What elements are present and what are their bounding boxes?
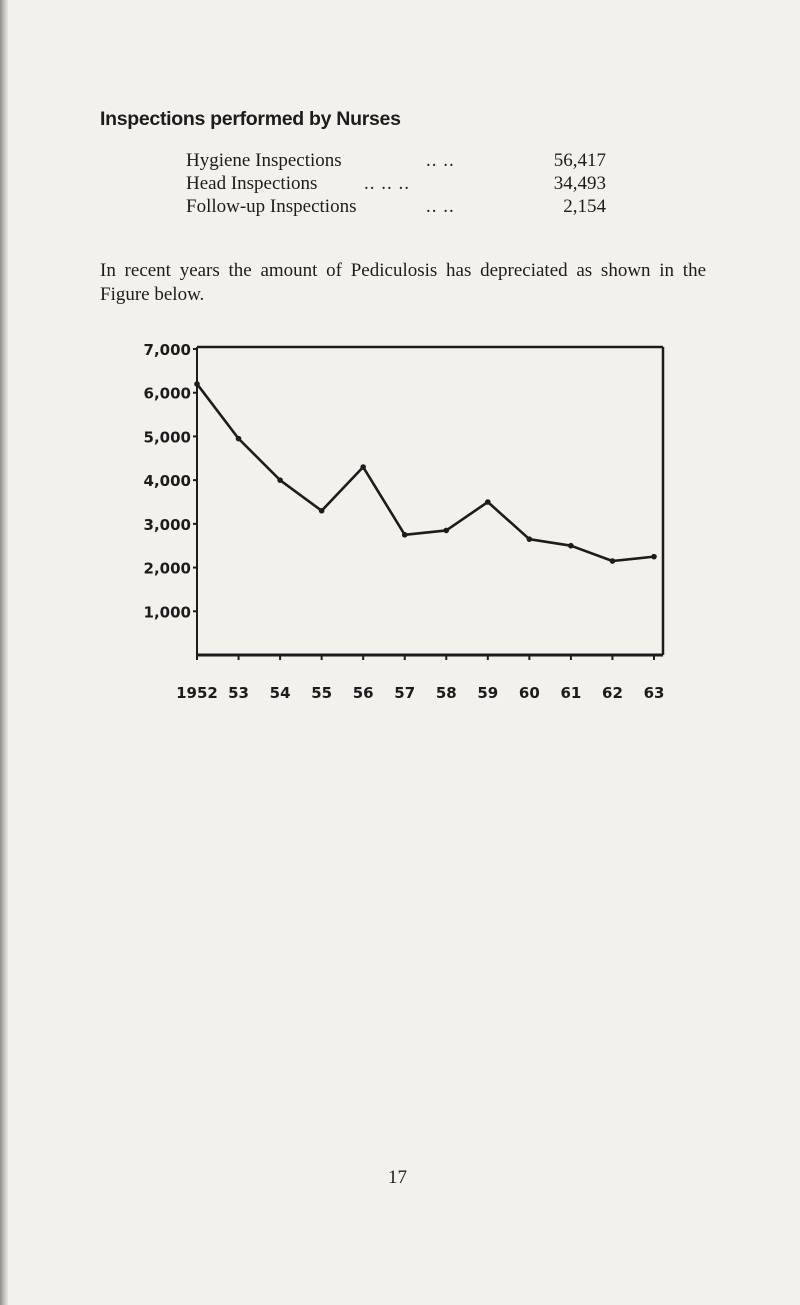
- y-tick-label: 7,000: [143, 341, 191, 359]
- series-segment: [239, 439, 281, 481]
- data-point-1952: [194, 381, 200, 387]
- body-paragraph: In recent years the amount of Pediculosis has depreciated as shown in the Figure below.: [100, 260, 706, 305]
- leader-dots: .. .. ..: [364, 173, 410, 194]
- x-tick-label: 1952: [176, 684, 218, 702]
- y-tick-label: 1,000: [143, 603, 191, 622]
- series-segment: [446, 502, 488, 530]
- data-point-54: [277, 477, 283, 483]
- y-tick-label: 2,000: [143, 559, 191, 578]
- series-segment: [280, 480, 322, 511]
- data-point-63: [651, 554, 657, 560]
- inspection-value: 2,154: [563, 196, 606, 217]
- y-tick-label: 4,000: [143, 472, 191, 491]
- series-segment: [529, 539, 571, 546]
- x-tick-label: 54: [269, 684, 291, 702]
- section-heading: Inspections performed by Nurses: [100, 108, 401, 130]
- y-tick-label: 5,000: [143, 428, 191, 447]
- page-number: 17: [388, 1167, 407, 1188]
- series-segment: [405, 530, 447, 534]
- x-tick-label: 63: [643, 684, 665, 702]
- series-segment: [571, 546, 613, 561]
- data-point-61: [568, 543, 574, 549]
- x-tick-label: 60: [518, 684, 540, 702]
- data-point-58: [443, 528, 449, 534]
- inspection-label: Follow-up Inspections: [186, 196, 357, 217]
- data-point-53: [236, 436, 242, 442]
- inspection-value: 56,417: [553, 150, 606, 171]
- leader-dots: .. ..: [426, 150, 455, 171]
- x-tick-label: 56: [352, 684, 374, 702]
- chart-series: [194, 381, 657, 564]
- x-tick-label: 57: [394, 684, 416, 702]
- x-tick-label: 55: [311, 684, 333, 702]
- series-segment: [488, 502, 530, 539]
- chart-frame: [197, 347, 663, 655]
- data-point-59: [485, 499, 491, 505]
- x-axis-labels: [176, 655, 664, 702]
- series-segment: [322, 467, 364, 511]
- x-tick-label: 61: [560, 684, 582, 702]
- inspection-label: Hygiene Inspections: [186, 150, 342, 171]
- y-axis-labels: [144, 341, 197, 621]
- data-point-62: [610, 558, 616, 564]
- data-point-57: [402, 532, 408, 538]
- series-segment: [363, 467, 405, 535]
- inspection-value: 34,493: [553, 173, 606, 194]
- data-point-55: [319, 508, 325, 514]
- y-tick-label: 6,000: [143, 384, 191, 403]
- x-tick-label: 62: [602, 684, 623, 702]
- series-segment: [612, 557, 654, 561]
- inspection-label: Head Inspections: [186, 173, 318, 194]
- x-tick-label: 59: [477, 684, 499, 702]
- x-tick-label: 58: [435, 684, 457, 702]
- data-point-56: [360, 464, 366, 470]
- x-tick-label: 53: [228, 684, 249, 702]
- y-tick-label: 3,000: [143, 515, 191, 534]
- leader-dots: .. ..: [426, 196, 455, 217]
- series-segment: [197, 384, 239, 439]
- data-point-60: [527, 536, 533, 542]
